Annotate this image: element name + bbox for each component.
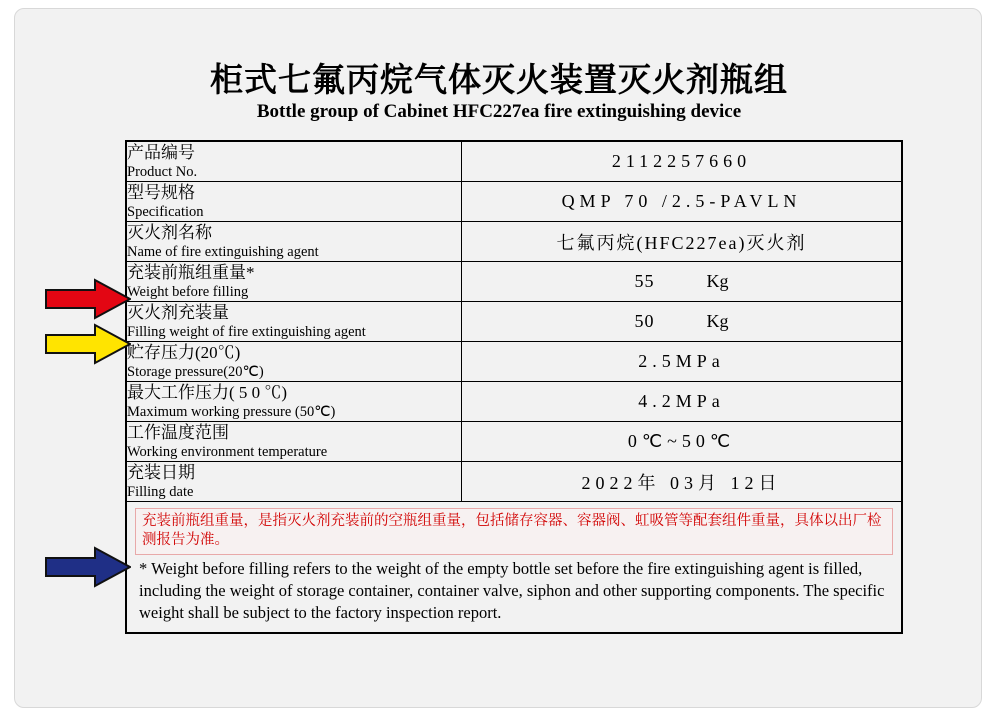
value-unit: Kg — [706, 311, 729, 331]
value-text: 0℃~50℃ — [627, 431, 736, 451]
label-cn: 充装前瓶组重量* — [127, 263, 255, 282]
yellow-arrow-outline-icon — [45, 323, 131, 365]
value-text: 七氟丙烷(HFC227ea)灭火剂 — [556, 232, 807, 253]
row-value — [462, 262, 902, 302]
value-with-unit — [462, 311, 901, 332]
red-arrow-outline-icon — [45, 278, 131, 320]
value-text: 2112257660 — [611, 151, 752, 171]
label-cn: 工作温度范围 — [127, 423, 229, 442]
label-cn: 产品编号 — [127, 143, 195, 162]
row-label — [127, 182, 462, 222]
value-text: 50 — [634, 311, 655, 331]
value-text: 55 — [634, 271, 655, 291]
label-cn: 充装日期 — [127, 463, 195, 482]
page-title-cn: 柜式七氟丙烷气体灭火装置灭火剂瓶组 — [210, 63, 788, 99]
value-text: 2.5MPa — [638, 351, 725, 371]
row-value — [462, 422, 902, 462]
spec-label-sheet — [15, 9, 981, 707]
note-cell — [127, 502, 902, 633]
row-value — [462, 302, 902, 342]
label-cn: 灭火剂充装量 — [127, 303, 229, 322]
row-value — [462, 222, 902, 262]
row-label — [127, 342, 462, 382]
note-cn: 充装前瓶组重量，是指灭火剂充装前的空瓶组重量，包括储存容器、容器阀、虹吸管等配套组件重量，具体以出厂检测报告为准。 — [135, 508, 893, 555]
label-cn: 灭火剂名称 — [127, 223, 212, 242]
row-label — [127, 222, 462, 262]
row-value — [462, 342, 902, 382]
row-label — [127, 262, 462, 302]
label-en: Specification — [127, 204, 204, 220]
row-label — [127, 422, 462, 462]
spec-table — [126, 141, 902, 633]
label-cn: 型号规格 — [127, 183, 195, 202]
label-en: Filling date — [127, 484, 194, 500]
row-label — [127, 142, 462, 182]
row-label — [127, 382, 462, 422]
value-with-unit — [462, 271, 901, 292]
label-en: Weight before filling — [127, 284, 249, 300]
table-row — [127, 182, 902, 222]
label-en: Filling weight of fire extinguishing agent — [127, 324, 366, 340]
value-unit: Kg — [706, 271, 729, 291]
table-row — [127, 142, 902, 182]
table-row — [127, 462, 902, 502]
value-text: 4.2MPa — [638, 391, 725, 411]
label-en: Maximum working pressure (50℃) — [127, 404, 336, 420]
note-row — [127, 502, 902, 633]
label-en: Product No. — [127, 164, 198, 180]
value-text: 2022年 03月 12日 — [581, 472, 782, 493]
value-text: QMP 70 /2.5-PAVLN — [561, 191, 802, 211]
table-row — [127, 222, 902, 262]
page-title-en: Bottle group of Cabinet HFC227ea fire extinguishing device — [256, 101, 742, 122]
label-cn: 贮存压力(20℃) — [127, 343, 241, 362]
row-value — [462, 382, 902, 422]
table-row — [127, 302, 902, 342]
label-en: Storage pressure(20℃) — [127, 364, 264, 380]
document-page — [14, 8, 982, 708]
label-cn: 最大工作压力( 5 0 ℃) — [127, 383, 288, 402]
table-row — [127, 262, 902, 302]
table-row — [127, 382, 902, 422]
row-value — [462, 182, 902, 222]
row-value — [462, 462, 902, 502]
row-label — [127, 302, 462, 342]
table-row — [127, 342, 902, 382]
row-value — [462, 142, 902, 182]
table-row — [127, 422, 902, 462]
note-en: * Weight before filling refers to the weight of the empty bottle set before the fire extinguishing agent is filled, including the weight of storage container, container valve, siphon and other supporting components. The specific weight shall be subject to the factory inspection report. — [139, 559, 885, 622]
label-en: Working environment temperature — [127, 444, 328, 460]
spec-table-container — [125, 140, 903, 634]
blue-arrow-outline-icon — [45, 546, 131, 588]
row-label — [127, 462, 462, 502]
label-en: Name of fire extinguishing agent — [127, 244, 319, 260]
